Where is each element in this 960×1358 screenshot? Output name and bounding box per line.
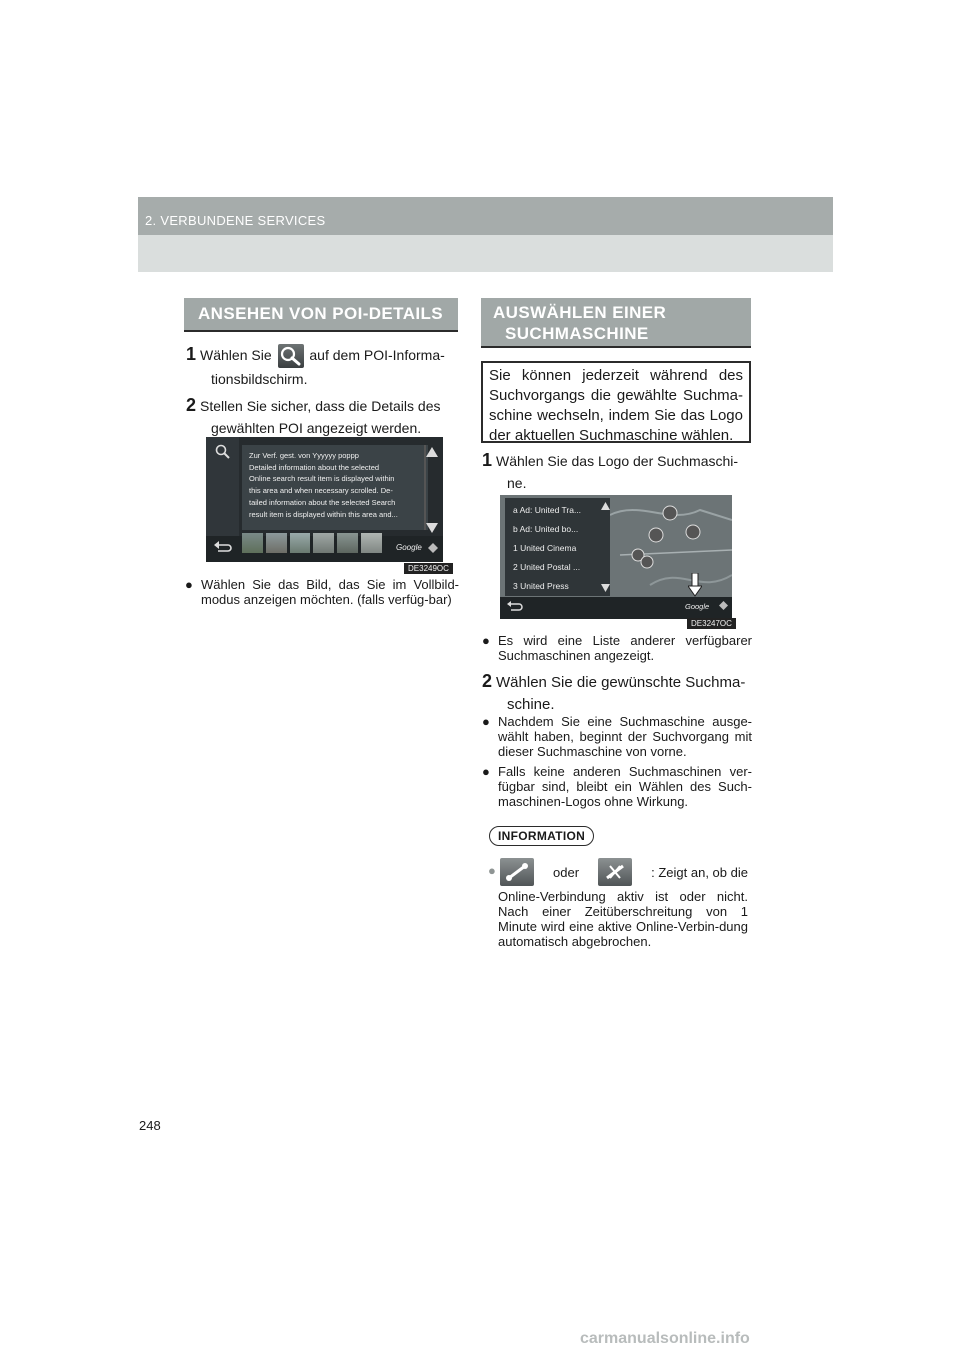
back-icon[interactable]: [212, 540, 234, 556]
thumbnail[interactable]: [242, 533, 263, 553]
right-bullet-1: ● Es wird eine Liste anderer verfügbarer Suchmaschinen angezeigt.: [482, 633, 752, 663]
back-icon[interactable]: [505, 600, 525, 614]
step-text-line2: ne.: [507, 475, 527, 491]
list-item[interactable]: 2 United Postal ...: [513, 562, 581, 572]
list-item[interactable]: b Ad: United bo...: [513, 524, 579, 534]
detail-text-area: [242, 445, 428, 530]
online-disconnected-icon: [598, 858, 632, 886]
scroll-down-icon[interactable]: [426, 523, 438, 533]
right-step-1: [482, 449, 754, 494]
step-number: 2: [186, 395, 197, 415]
right-step-2: [482, 670, 754, 716]
list-item[interactable]: a Ad: United Tra...: [513, 505, 582, 515]
online-connected-icon: [500, 858, 534, 886]
google-logo[interactable]: Google: [396, 543, 422, 552]
image-code: DE3247OC: [687, 618, 736, 629]
step-text-line1: Wählen Sie die gewünschte Suchma-: [496, 674, 746, 691]
information-label: INFORMATION: [489, 826, 594, 846]
step-text-line2: tionsbildschirm.: [211, 371, 308, 388]
google-logo[interactable]: Google: [685, 602, 710, 611]
step-text-before: Wählen Sie: [200, 347, 272, 363]
connection-icon: [428, 543, 438, 553]
step-text-line2: schine.: [507, 696, 555, 713]
detail-line: this area and when necessary scrolled. De-: [249, 486, 393, 496]
image-thumbnails: [242, 533, 382, 553]
scroll-down-icon[interactable]: [601, 584, 610, 592]
connection-icon: [719, 601, 728, 610]
header-band-bottom: [138, 235, 833, 272]
watermark: carmanualsonline.info: [580, 1330, 750, 1347]
scroll-up-icon[interactable]: [601, 502, 610, 510]
step-number: 1: [482, 450, 493, 470]
step-text-line1: Stellen Sie sicher, dass die Details des: [200, 398, 441, 414]
detail-line: Zur Verf. gest. von Yyyyyy poppp: [249, 451, 359, 460]
search-icon: [278, 344, 304, 368]
search-engine-list: [505, 498, 610, 596]
left-bullet-1: ● Wählen Sie das Bild, das Sie im Vollbild-modus anzeigen möchten. (falls verfüg-bar): [185, 577, 459, 607]
section-title: 2. VERBUNDENE SERVICES: [145, 213, 326, 228]
information-item: ● oder : Zeigt an, ob die Online-Verbindung aktiv ist oder nicht. Nach einer Zeitüberschreitung von 1 Minute wird eine aktive Online-Verbin-dung automatisch abgebrochen.: [488, 857, 748, 949]
step-text-line1: Wählen Sie das Logo der Suchmaschi-: [496, 453, 739, 469]
step-number: 2: [482, 671, 493, 691]
image-code: DE3249OC: [404, 563, 453, 574]
step-text-line2: gewählten POI angezeigt werden.: [211, 420, 422, 436]
arrow-down-icon: [688, 573, 702, 597]
left-step-2: [186, 394, 461, 439]
thumbnail[interactable]: [266, 533, 287, 553]
left-section-heading: ANSEHEN VON POI-DETAILS: [184, 298, 458, 332]
search-icon: [214, 443, 232, 461]
detail-line: tailed information about the selected Search: [249, 497, 396, 507]
list-item[interactable]: 3 United Press: [513, 581, 569, 591]
left-step-1: [186, 343, 461, 390]
bullet-dot: ●: [185, 577, 193, 592]
thumbnail[interactable]: [290, 533, 311, 553]
thumbnail[interactable]: [337, 533, 358, 553]
detail-line: Online search result item is displayed within: [249, 474, 395, 484]
search-engine-screenshot: [500, 495, 732, 619]
page-number: 248: [139, 1118, 161, 1133]
right-bullet-2: ● Nachdem Sie eine Suchmaschine ausge-wählt haben, beginnt der Suchvorgang mit dieser Suchmaschine von vorne.: [482, 714, 752, 759]
poi-details-screenshot: [206, 437, 443, 562]
detail-line: result item is displayed within this area and...: [249, 509, 398, 519]
detail-line: Detailed information about the selected: [249, 462, 380, 472]
thumbnail[interactable]: [361, 533, 382, 553]
step-text-after: auf dem POI-Informa-: [309, 347, 445, 363]
right-section-heading: AUSWÄHLEN EINER SUCHMASCHINE: [481, 298, 751, 348]
scroll-up-icon[interactable]: [426, 447, 438, 457]
list-item[interactable]: 1 United Cinema: [513, 543, 577, 553]
step-number: 1: [186, 344, 197, 364]
right-bullet-3: ● Falls keine anderen Suchmaschinen ver-fügbar sind, bleibt ein Wählen des Such-maschinen-Logos ohne Wirkung.: [482, 764, 752, 809]
intro-box: Sie können jederzeit während des Suchvorgangs die gewählte Suchma-schine wechseln, indem Sie das Logo der aktuellen Suchmaschine wählen.: [481, 361, 751, 443]
thumbnail[interactable]: [313, 533, 334, 553]
